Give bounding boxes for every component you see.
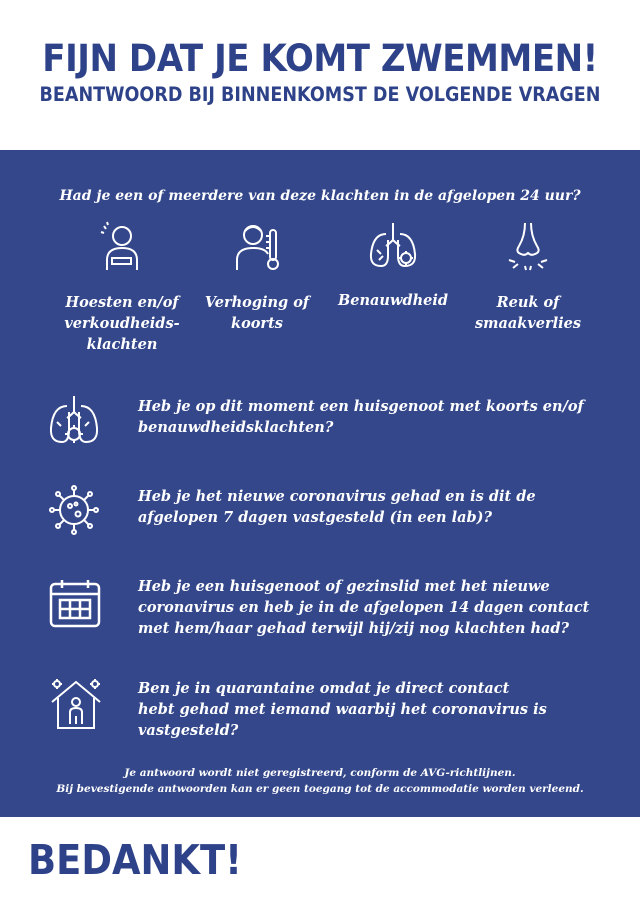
symptom-label-fever: Verhoging of koorts: [204, 294, 310, 332]
calendar-icon: [48, 578, 102, 628]
footnote-line-2: Bij bevestigende antwoorden kan er geen toegang tot de accommodatie worden verleend.: [56, 783, 584, 795]
coronavirus-icon: [48, 484, 100, 536]
symptom-label-breathing: Benauwdheid: [338, 292, 448, 309]
symptom-cough: [47, 220, 197, 355]
symptom-fever: [182, 220, 332, 334]
nose-icon: [503, 220, 553, 272]
question-text: Ben je in quarantaine omdat je direct contact hebt gehad met iemand waarbij het coronavirus is vastgesteld?: [138, 680, 547, 739]
lungs-icon: [367, 220, 419, 270]
header: [0, 0, 640, 150]
footnote: [0, 765, 640, 797]
symptom-label-smell: Reuk of smaakverlies: [474, 294, 582, 332]
coughing-person-icon: [97, 220, 147, 272]
intro-question: Had je een of meerdere van deze klachten in de afgelopen 24 uur?: [59, 188, 581, 204]
thermometer-person-icon: [232, 220, 282, 272]
quarantine-house-icon: [48, 678, 104, 730]
footnote-line-1: Je antwoord wordt niet geregistreerd, conform de AVG-richtlijnen.: [124, 767, 516, 779]
page-title: FIJN DAT JE KOMT ZWEMMEN!: [42, 37, 598, 80]
page-subtitle: BEANTWOORD BIJ BINNENKOMST DE VOLGENDE VRAGEN: [39, 83, 601, 106]
lungs-virus-icon: [48, 394, 100, 446]
symptom-smell: [453, 220, 603, 334]
thanks-heading: BEDANKT!: [28, 836, 243, 884]
symptom-breathing: [318, 220, 468, 311]
symptom-label-cough: Hoesten en/of verkoudheids- klachten: [64, 294, 180, 353]
question-text: Heb je een huisgenoot of gezinslid met het nieuwe coronavirus en heb je in de afgelopen 14 dagen contact met hem/haar gehad terwijl hij/zij nog klachten had?: [138, 578, 590, 637]
questions-panel: [0, 150, 640, 817]
question-text: Heb je het nieuwe coronavirus gehad en is dit de afgelopen 7 dagen vastgesteld (in een lab)?: [138, 488, 536, 526]
question-text: Heb je op dit moment een huisgenoot met koorts en/of benauwdheidsklachten?: [138, 398, 584, 436]
